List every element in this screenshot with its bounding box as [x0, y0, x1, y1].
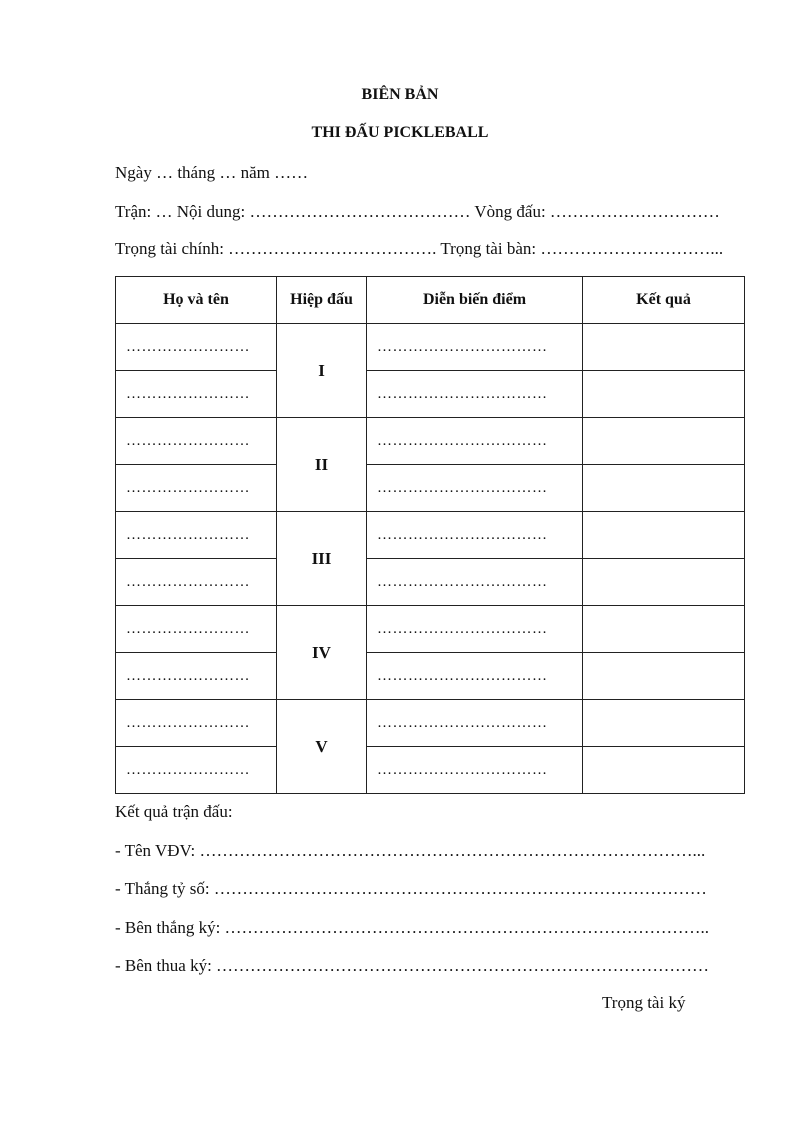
result-cell — [583, 700, 745, 747]
score-progress-cell: …………………………… — [367, 700, 583, 747]
result-cell — [583, 512, 745, 559]
player-name-cell: …………………… — [116, 324, 277, 371]
result-line-athlete-name: - Tên VĐV: ……………………………………………………………………………... — [115, 841, 706, 860]
score-progress-cell: …………………………… — [367, 653, 583, 700]
player-name-cell: …………………… — [116, 465, 277, 512]
table-row — [116, 747, 745, 794]
result-cell — [583, 465, 745, 512]
result-cell — [583, 747, 745, 794]
set-label: III — [277, 512, 367, 606]
set-label: I — [277, 324, 367, 418]
document-title: BIÊN BẢN — [361, 86, 439, 103]
document-subtitle: THI ĐẤU PICKLEBALL — [311, 124, 489, 141]
header-player-name: Họ và tên — [116, 277, 277, 324]
result-line-winning-score: - Thắng tỷ số: …………………………………………………………………………… — [115, 879, 707, 898]
score-progress-cell: …………………………… — [367, 324, 583, 371]
set-label: V — [277, 700, 367, 794]
result-line-winner-sign: - Bên thắng ký: ………………………………………………………………………….. — [115, 918, 710, 937]
table-row — [116, 512, 745, 559]
score-progress-cell: …………………………… — [367, 747, 583, 794]
table-row — [116, 418, 745, 465]
table-row — [116, 324, 745, 371]
result-heading: Kết quả trận đấu: — [115, 802, 233, 821]
table-row — [116, 653, 745, 700]
table-row — [116, 465, 745, 512]
player-name-cell: …………………… — [116, 559, 277, 606]
player-name-cell: …………………… — [116, 371, 277, 418]
match-info-line: Trận: … Nội dung: ………………………………… Vòng đấu: ………………………… — [115, 202, 720, 221]
player-name-cell: …………………… — [116, 606, 277, 653]
result-cell — [583, 324, 745, 371]
header-score-progress: Diễn biến điểm — [367, 277, 583, 324]
result-cell — [583, 606, 745, 653]
player-name-cell: …………………… — [116, 747, 277, 794]
score-table — [115, 276, 745, 794]
date-line: Ngày … tháng … năm …… — [115, 163, 309, 182]
score-progress-cell: …………………………… — [367, 606, 583, 653]
set-label: II — [277, 418, 367, 512]
result-cell — [583, 559, 745, 606]
score-progress-cell: …………………………… — [367, 418, 583, 465]
score-progress-cell: …………………………… — [367, 559, 583, 606]
player-name-cell: …………………… — [116, 512, 277, 559]
score-progress-cell: …………………………… — [367, 512, 583, 559]
result-cell — [583, 371, 745, 418]
header-result: Kết quả — [583, 277, 745, 324]
score-progress-cell: …………………………… — [367, 371, 583, 418]
table-row — [116, 559, 745, 606]
player-name-cell: …………………… — [116, 418, 277, 465]
referee-line: Trọng tài chính: ………………………………. Trọng tài bàn: …………………………... — [115, 239, 724, 258]
set-label: IV — [277, 606, 367, 700]
player-name-cell: …………………… — [116, 700, 277, 747]
table-header-row — [116, 277, 745, 324]
table-row — [116, 606, 745, 653]
table-row — [116, 371, 745, 418]
header-set: Hiệp đấu — [277, 277, 367, 324]
table-row — [116, 700, 745, 747]
score-progress-cell: …………………………… — [367, 465, 583, 512]
player-name-cell: …………………… — [116, 653, 277, 700]
result-line-loser-sign: - Bên thua ký: …………………………………………………………………………… — [115, 956, 710, 975]
referee-signature-label: Trọng tài ký — [602, 993, 686, 1012]
result-cell — [583, 418, 745, 465]
result-cell — [583, 653, 745, 700]
